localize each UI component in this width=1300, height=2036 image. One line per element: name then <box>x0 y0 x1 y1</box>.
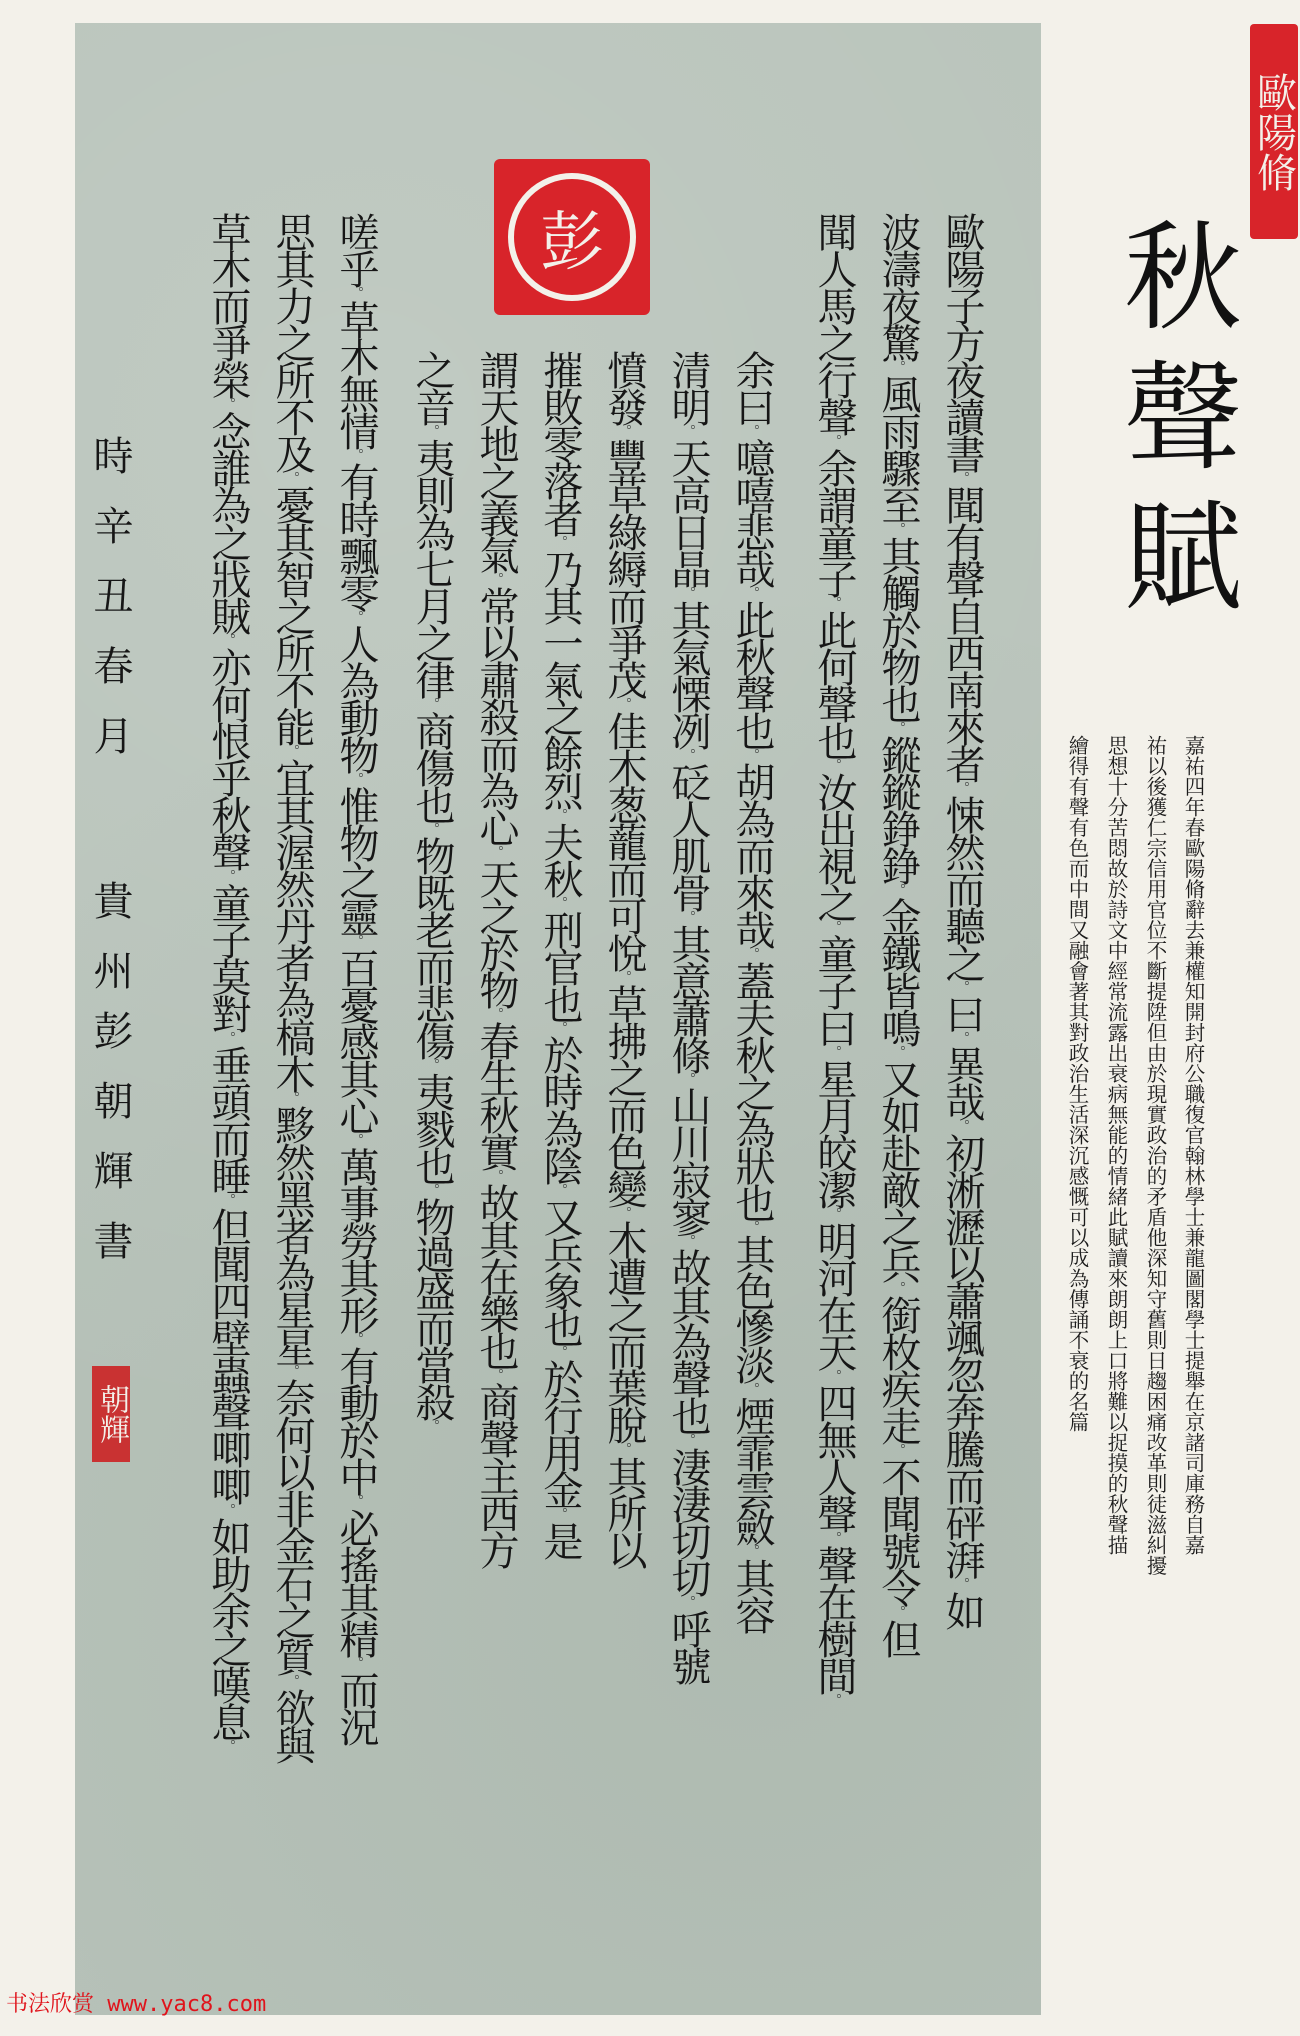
top-right-seal: 歐陽脩 <box>1250 24 1298 239</box>
text-column: 摧敗零落者。乃其一氣之餘烈。夫秋。刑官也。於時為陰。又兵象也。於行用金。是 <box>537 350 583 1558</box>
text-column: 謂天地之義氣。常以肅殺而為心。天之於物。春生秋實。故其在樂也。商聲主西方 <box>473 350 519 1567</box>
note-column: 嘉祐四年春歐陽脩辭去兼權知開封府公職復官翰林學士兼龍圖閣學士提舉在京諸司庫務自嘉 <box>1181 735 1205 1555</box>
center-seal <box>494 159 650 315</box>
text-column: 歐陽子方夜讀書。聞有聲自西南來者。悚然而聽之。曰。異哉。初淅瀝以蕭颯忽奔騰而砰湃。如 <box>939 212 985 1628</box>
note-column: 祐以後獲仁宗信用官位不斷提陞但由於現實政治的矛盾他深知守舊則日趨困痛改革則徒滋糾擾 <box>1143 735 1167 1576</box>
center-seal-glyph: 彭 <box>508 173 636 301</box>
signature-name: 彭朝輝書 <box>87 1010 133 1290</box>
text-column: 清明。天高日晶。其氣慄冽。砭人肌骨。其意蕭條。山川寂寥。故其為聲也。淒淒切切。呼號 <box>665 350 711 1683</box>
text-column: 聞人馬之行聲。余謂童子。此何聲也。汝出視之。童子曰。星月皎潔。明河在天。四無人聲。聲在樹間。 <box>811 212 857 1707</box>
text-column: 草木而爭榮。念誰為之戕賊。亦何恨乎秋聲。童子莫對。垂頭而睡。但聞四壁蟲聲唧唧。如助余之嘆息。 <box>205 212 251 1753</box>
page-title: 秋聲賦 <box>1104 215 1242 635</box>
text-column: 之音。夷則為七月之律。商傷也。物既老而悲傷。夷戮也。物過盛而當殺。 <box>409 350 455 1433</box>
note-column: 繪得有聲有色而中間又融會著其對政治生活深沉感慨可以成為傳誦不衰的名篇 <box>1065 735 1089 1432</box>
signature-place: 貴州 <box>87 880 133 1020</box>
note-column: 思想十分苦悶故於詩文中經常流露出衰病無能的情緒此賦讀來朗朗上口將難以捉摸的秋聲描 <box>1104 735 1128 1555</box>
text-column: 波濤夜驚。風雨驟至。其觸於物也。鏦鏦錚錚。金鐵皆鳴。又如赴敵之兵。銜枚疾走。不聞號令。但 <box>875 212 921 1656</box>
text-column: 憤發。豐草綠縟而爭茂。佳木葱蘢而可悅。草拂之而色變。木遭之而葉脫。其所以 <box>601 350 647 1567</box>
text-column: 思其力之所不及。憂其智之所不能。宜其渥然丹者為槁木。黟然黑者為星星。奈何以非金石之質。欲與 <box>269 212 315 1762</box>
text-column: 余曰。噫嘻悲哉。此秋聲也。胡為而來哉。蓋夫秋之為狀也。其色慘淡。煙霏雲斂。其容 <box>729 350 775 1632</box>
date-inscription: 時辛丑春月 <box>87 435 133 785</box>
watermark: 书法欣赏 www.yac8.com <box>6 1992 267 2017</box>
signature-seal: 朝輝 <box>92 1366 130 1462</box>
text-column: 嗟乎。草木無情。有時飄零。人為動物。惟物之靈。百憂感其心。萬事勞其形。有動於中。必搖其精。而況 <box>333 212 379 1744</box>
